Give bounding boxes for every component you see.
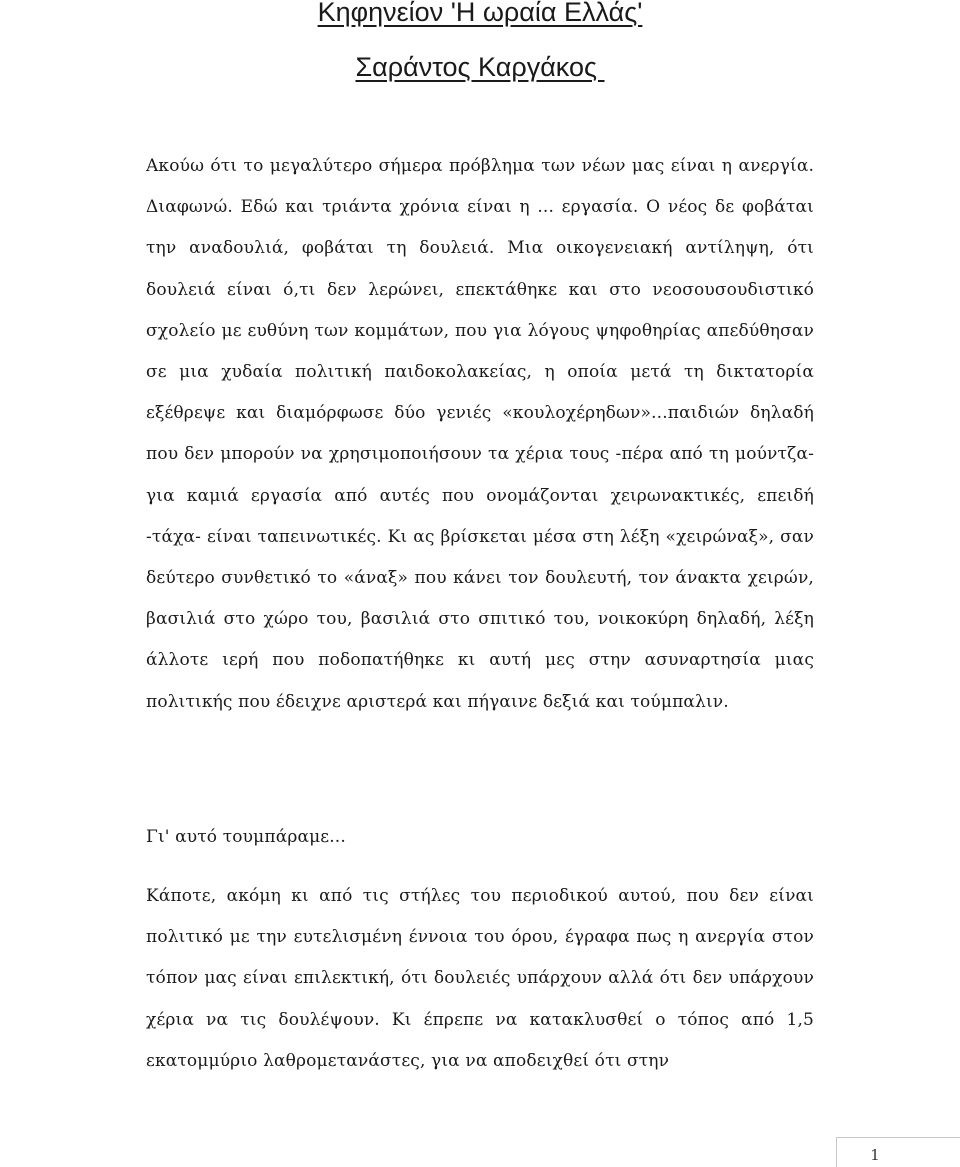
footer-divider xyxy=(836,1137,960,1138)
page-number: 1 xyxy=(870,1146,880,1164)
paragraph: Κάποτε, ακόμη κι από τις στήλες του περιοδικού αυτού, που δεν είναι πολιτικό με την ευτελισμένη έννοια του όρου, έγραφα πως η ανεργία στον τόπον μας είναι επιλεκτική, ότι δουλειές υπάρχουν αλλά ότι δεν υπάρχουν χέρια να τις δουλέψουν. Κι έπρεπε να κατακλυσθεί ο τόπος από 1,5 εκατομμύριο λαθρομετανάστες, για να αποδειχθεί ότι στην xyxy=(146,886,814,1071)
paragraph: Γι' αυτό τουμπάραμε... xyxy=(146,827,346,847)
document-title: Κηφηνείον 'Η ωραία Ελλάς' xyxy=(317,0,643,27)
author-name: Σαράντος Καργάκος xyxy=(355,52,605,82)
paragraph: Ακούω ότι το μεγαλύτερο σήμερα πρόβλημα των νέων μας είναι η ανεργία. Διαφωνώ. Εδώ και τριάντα χρόνια είναι η ... εργασία. Ο νέος δε φοβάται την αναδουλιά, φοβάται τη δουλειά. Μια οικογενειακή αντίληψη, ότι δουλειά είναι ό,τι δεν λερώνει, επεκτάθηκε και στο νεοσουσουδιστικό σχολείο με ευθύνη των κομμάτων, που για λόγους ψηφοθηρίας απεδύθησαν σε μια χυδαία πολιτική παιδοκολακείας, η οποία μετά τη δικτατορία εξέθρεψε και διαμόρφωσε δύο γενιές «κουλοχέρηδων»...παιδιών δηλαδή που δεν μπορούν να χρησιμοποιήσουν τα χέρια τους -πέρα από τη μούντζα- για καμιά εργασία από αυτές που ονομάζονται χειρωνακτικές, επειδή -τάχα- είναι ταπεινωτικές. Κι ας βρίσκεται μέσα στη λέξη «χειρώναξ», σαν δεύτερο συνθετικό το «άναξ» που κάνει τον δουλευτή, τον άνακτα χειρών, βασιλιά στο χώρο του, βασιλιά στο σπιτικό του, νοικοκύρη δηλαδή, λέξη άλλοτε ιερή που ποδοπατήθηκε κι αυτή μες στην ασυναρτησία μιας πολιτικής που έδειχνε αριστερά και πήγαινε δεξιά και τούμπαλιν. xyxy=(146,156,814,712)
footer-divider-vertical xyxy=(836,1137,837,1167)
